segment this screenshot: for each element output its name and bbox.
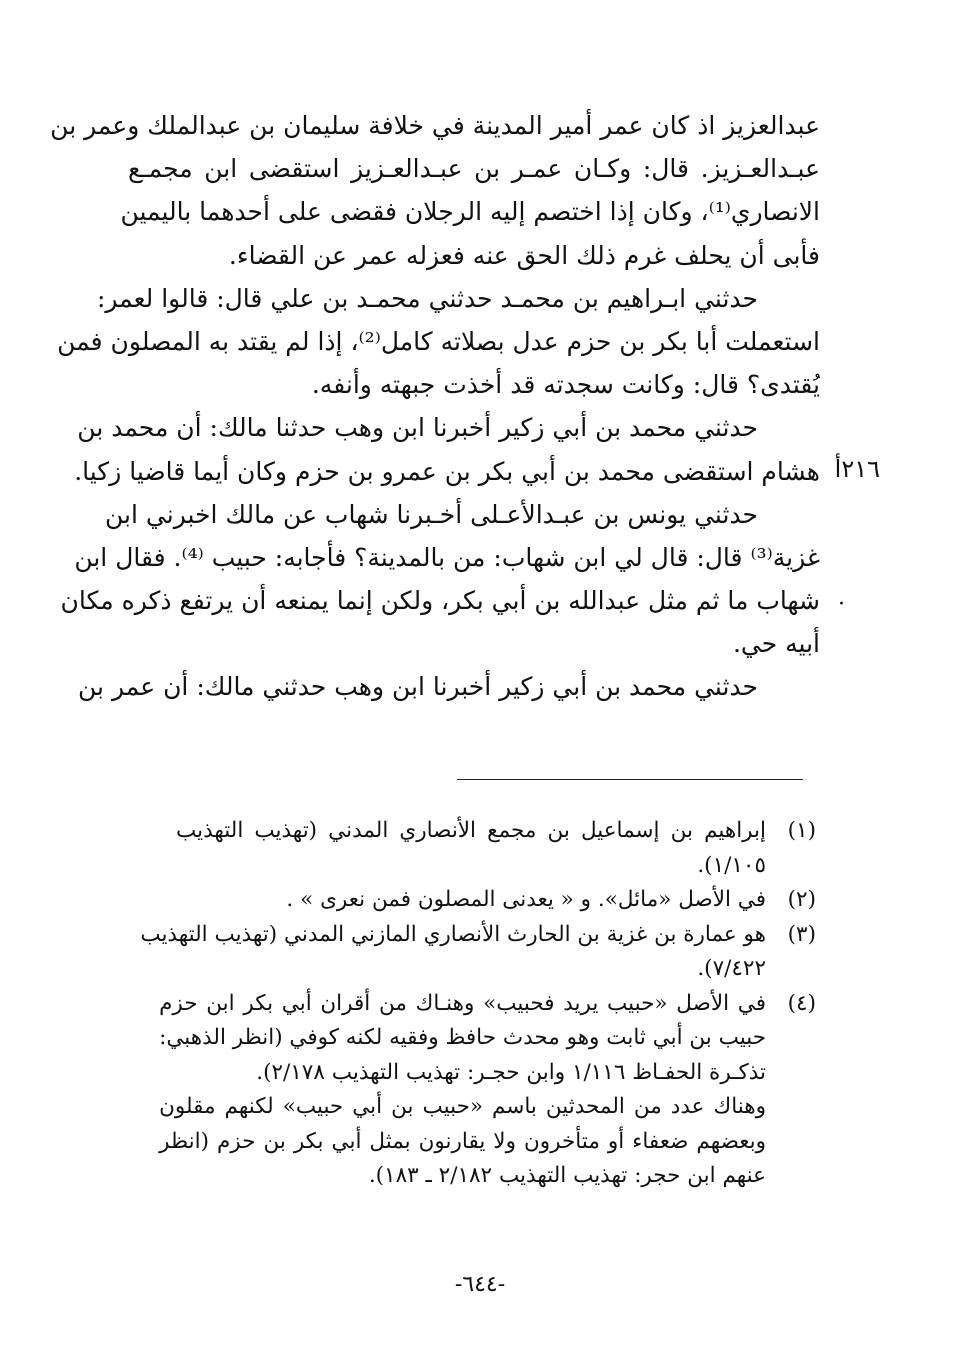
- manuscript-folio-marker: ٢١٦أ: [834, 455, 880, 483]
- footnote-3: [140, 918, 816, 987]
- footnote-line: إبراهيم بن إسماعيل بن مجمع الأنصاري المدني (تهذيب التهذيب: [176, 818, 766, 843]
- footnote-line: هو عمارة بن غزية بن الحارث الأنصاري المازني المدني (تهذيب التهذيب: [140, 921, 766, 947]
- text-line: الانصاري⁽¹⁾، وكان إذا اختصم إليه الرجلان فقضى على أحدهما باليمين: [120, 197, 820, 227]
- text-line: حدثني يونس بن عبـدالأعـلى أخـبرنا شهاب عن مالك اخبرني ابن: [105, 499, 758, 529]
- footnote-separator: [457, 779, 803, 780]
- footnote-text: [176, 814, 766, 883]
- footnote-line: ٧/٤٢٢).: [697, 956, 766, 981]
- footnote-line: تذكـرة الحفـاظ ١/١١٦ وابن حجـر: تهذيب التهذيب ٢/١٧٨).: [256, 1059, 766, 1085]
- footnote-1: [176, 814, 816, 883]
- footnote-text: [159, 987, 766, 1194]
- footnote-number: (٤): [787, 990, 816, 1016]
- footnote-line: ١/١٠٥).: [697, 852, 766, 878]
- margin-dot: ·: [838, 592, 845, 617]
- footnotes: [140, 814, 816, 1194]
- footnote-line: في الأصل «مائل». و « يعدنى المصلون فمن نعرى » .: [286, 887, 766, 912]
- text-line: يُقتدى؟ قال: وكانت سجدته قد أخذت جبهته وأنفه.: [311, 370, 820, 400]
- text-line: شهاب ما ثم مثل عبدالله بن أبي بكر، ولكن إنما يمنعه أن يرتفع ذكره مكان: [60, 586, 820, 616]
- footnote-number: (١): [787, 818, 816, 843]
- text-line: عبدالعزيز اذ كان عمر أمير المدينة في خلافة سليمان بن عبدالملك وعمر بن: [50, 111, 820, 140]
- text-line: حدثني محمد بن أبي زكير أخبرنا ابن وهب حدثني مالك: أن عمر بن: [78, 672, 758, 702]
- text-line: أبيه حي.: [732, 629, 820, 659]
- footnote-line: حبيب بن أبي ثابت وهو محدث حافظ وفقيه لكنه كوفي (انظر الذهبي:: [159, 1025, 766, 1050]
- footnote-text: [176, 883, 766, 918]
- footnote-text: [140, 918, 766, 987]
- footnote-line: وهناك عدد من المحدثين باسم «حبيب بن أبي حبيب» لكنهم مقلون: [159, 1094, 766, 1119]
- text-line: عبـدالعـزيز. قال: وكـان عمـر بن عبـدالعـزيز استقضى ابن مجمـع: [128, 154, 820, 184]
- footnote-number: (٣): [787, 921, 816, 947]
- text-line: استعملت أبا بكر بن حزم عدل بصلاته كامل⁽²⁾، إذا لم يقتد به المصلون فمن: [57, 326, 820, 356]
- text-line: فأبى أن يحلف غرم ذلك الحق عنه فعزله عمر عن القضاء.: [228, 240, 820, 270]
- footnote-number: (٢): [787, 887, 816, 912]
- footnote-4: [159, 987, 816, 1194]
- text-line: حدثني محمد بن أبي زكير أخبرنا ابن وهب حدثنا مالك: أن محمد بن: [77, 413, 758, 443]
- footnote-line: وبعضهم ضعفاء أو متأخرون ولا يقارنون بمثل أبي بكر بن حزم (انظر: [159, 1128, 766, 1154]
- text-line: حدثني ابـراهيم بن محمـد حدثني محمـد بن علي قال: قالوا لعمر:: [96, 283, 758, 313]
- main-text: [50, 104, 820, 709]
- footnote-2: [176, 883, 816, 918]
- page-number: -٦٤٤-: [454, 1272, 506, 1297]
- text-line: هشام استقضى محمد بن أبي بكر بن عمرو بن حزم وكان أيما قاضيا زكيا.: [74, 456, 820, 486]
- footnote-line: عنهم ابن حجر: تهذيب التهذيب ٢/١٨٢ ـ ١٨٣).: [368, 1163, 766, 1188]
- text-line: غزية⁽³⁾ قال: قال لي ابن شهاب: من بالمدينة؟ فأجابه: حبيب ⁽⁴⁾. فقال ابن: [74, 542, 820, 572]
- footnote-line: في الأصل «حبيب يريد فحبيب» وهنـاك من أقران أبي بكر ابن حزم: [159, 990, 766, 1016]
